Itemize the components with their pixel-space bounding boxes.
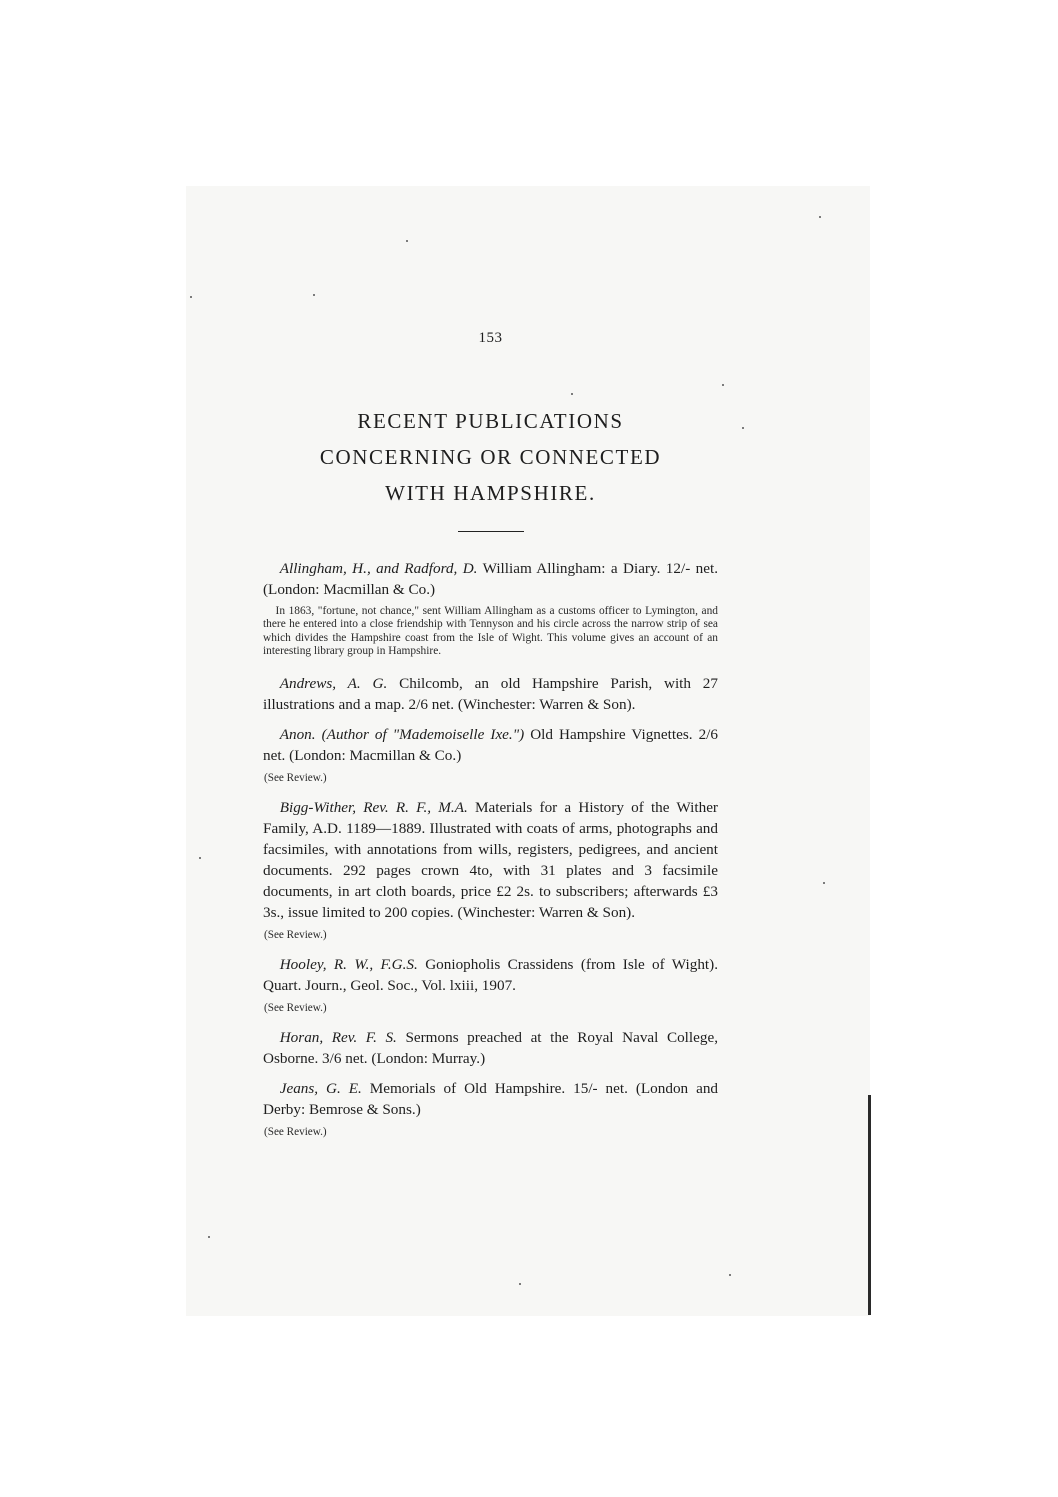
entry-text: Materials for a History of the Wither Family, A.D. 1189—1889. Illustrated with coats of arms, photographs and facsimiles, with annotations from wills, registers, pedigrees, and ancient documents. 292 pages crown 4to, with 31 plates and 3 facsimile documents, in art cloth boards, price £2 2s. to subscribers; afterwards £3 3s., issue limited to 200 copies. (Winchester: Warren & Son).: [263, 798, 718, 921]
scan-speck: [729, 1274, 731, 1276]
entry-author: Bigg-Wither, Rev. R. F., M.A.: [279, 798, 468, 816]
entry-author: Anon. (Author of "Mademoiselle Ixe."): [279, 725, 525, 743]
scan-speck: [519, 1283, 521, 1285]
entry-horan: [263, 1027, 718, 1069]
title-line-1: RECENT PUBLICATIONS: [357, 409, 624, 433]
entry-author: Hooley, R. W., F.G.S.: [279, 955, 418, 973]
entry-hooley: [263, 954, 718, 996]
title-line-2: CONCERNING OR CONNECTED: [319, 445, 662, 469]
scan-speck: [722, 384, 724, 386]
see-review-label: (See Review.): [264, 771, 327, 784]
see-review-label: (See Review.): [264, 1001, 327, 1014]
entry-author: Horan, Rev. F. S.: [279, 1028, 397, 1046]
page-number: 153: [478, 330, 503, 346]
see-review-label: (See Review.): [264, 1125, 327, 1138]
entry-bigg-wither: [263, 797, 718, 923]
title-line-3: WITH HAMPSHIRE.: [385, 481, 596, 505]
title-rule: [458, 531, 524, 532]
entry-text: Memorials of Old Hampshire. 15/- net. (London and Derby: Bemrose & Sons.): [263, 1079, 719, 1118]
entry-anon: [263, 724, 718, 766]
entry-author: Andrews, A. G.: [279, 674, 388, 692]
entry-text: Sermons preached at the Royal Naval College, Osborne. 3/6 net. (London: Murray.): [263, 1028, 718, 1067]
scan-speck: [406, 240, 408, 242]
scan-speck: [823, 882, 825, 884]
scan-speck: [208, 1236, 210, 1238]
entry-allingham: [263, 558, 718, 600]
see-review-label: (See Review.): [264, 928, 327, 941]
book-page: [263, 330, 718, 1151]
scan-speck: [199, 857, 201, 859]
entry-note: In 1863, "fortune, not chance," sent William Allingham as a customs officer to Lymington, and there he entered into a close friendship with Tennyson and his circle across the narrow strip of sea which divides the Hampshire coast from the Isle of Wight. This volume gives an account of an interesting library group in Hampshire.: [263, 605, 718, 658]
entry-jeans: [263, 1078, 718, 1120]
scan-edge-shadow: [868, 1095, 871, 1315]
scan-speck: [742, 427, 744, 429]
entry-text: Old Hampshire Vignettes. 2/6 net. (London: Macmillan & Co.): [263, 725, 718, 764]
entry-author: Jeans, G. E.: [279, 1079, 362, 1097]
entry-text: Goniopholis Crassidens (from Isle of Wight). Quart. Journ., Geol. Soc., Vol. lxiii, 1907.: [263, 955, 719, 994]
scan-speck: [819, 216, 821, 218]
entry-text: Chilcomb, an old Hampshire Parish, with 27 illustrations and a map. 2/6 net. (Winchester: Warren & Son).: [263, 674, 718, 713]
entry-andrews: [263, 673, 718, 715]
scan-speck: [313, 294, 315, 296]
scan-speck: [190, 296, 192, 298]
entry-text: William Allingham: a Diary. 12/- net. (London: Macmillan & Co.): [263, 560, 718, 598]
entry-author: Allingham, H., and Radford, D.: [279, 560, 478, 577]
